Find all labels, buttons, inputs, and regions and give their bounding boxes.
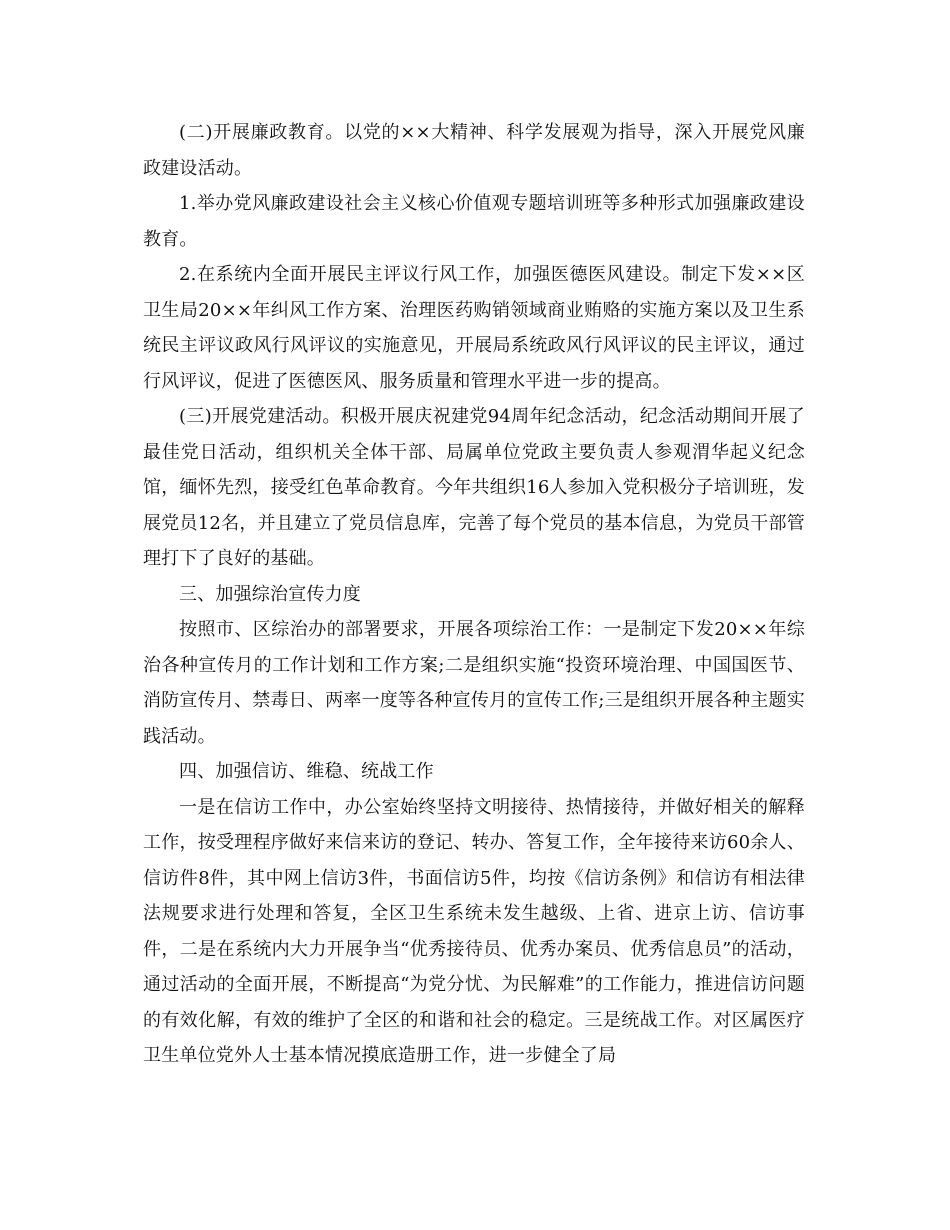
paragraph-training-program: 1.举办党风廉政建设社会主义核心价值观专题培训班等多种形式加强廉政建设教育。 xyxy=(143,193,805,250)
paragraph-comprehensive-governance: 按照市、区综治办的部署要求，开展各项综治工作：一是制定下发20××年综治各种宣传月的工作计划和工作方案;二是组织实施“投资环境治理、中国国医节、消防宣传月、禁毒日、两率一度等各种宣传月的宣传工作;三是组织开展各种主题实践活动。 xyxy=(143,619,805,747)
paragraph-democratic-appraisal: 2.在系统内全面开展民主评议行风工作，加强医德医风建设。制定下发××区卫生局20××年纠风工作方案、治理医药购销领域商业贿赂的实施方案以及卫生系统民主评议政风行风评议的实施意见，开展局系统政风行风评议的民主评议，通过行风评议，促进了医德医风、服务质量和管理水平进一步的提高。 xyxy=(143,264,805,392)
paragraph-petitions-stability: 一是在信访工作中，办公室始终坚持文明接待、热情接待，并做好相关的解释工作，按受理程序做好来信来访的登记、转办、答复工作，全年接待来访60余人、信访件8件，其中网上信访3件，书面信访5件，均按《信访条例》和信访有相法律法规要求进行处理和答复，全区卫生系统未发生越级、上省、进京上访、信访事件，二是在系统内大力开展争当“优秀接待员、优秀办案员、优秀信息员”的活动，通过活动的全面开展，不断提高“为党分忧、为民解难”的工作能力，推进信访问题的有效化解，有效的维护了全区的和谐和社会的稳定。三是统战工作。对区属医疗卫生单位党外人士基本情况摸底造册工作，进一步健全了局 xyxy=(143,796,805,1066)
paragraph-party-building: (三)开展党建活动。积极开展庆祝建党94周年纪念活动，纪念活动期间开展了最佳党日活动，组织机关全体干部、局属单位党政主要负责人参观渭华起义纪念馆，缅怀先烈，接受红色革命教育。今年共组织16人参加入党积极分子培训班，发展党员12名，并且建立了党员信息库，完善了每个党员的基本信息，为党员干部管理打下了良好的基础。 xyxy=(143,406,805,569)
section-heading-comprehensive-governance: 三、加强综治宣传力度 xyxy=(179,583,361,605)
document-body xyxy=(143,115,805,1074)
section-heading-petitions-stability: 四、加强信访、维稳、统战工作 xyxy=(179,761,434,782)
paragraph-anti-corruption-education: (二)开展廉政教育。以党的××大精神、科学发展观为指导，深入开展党风廉政建设活动。 xyxy=(143,122,805,179)
